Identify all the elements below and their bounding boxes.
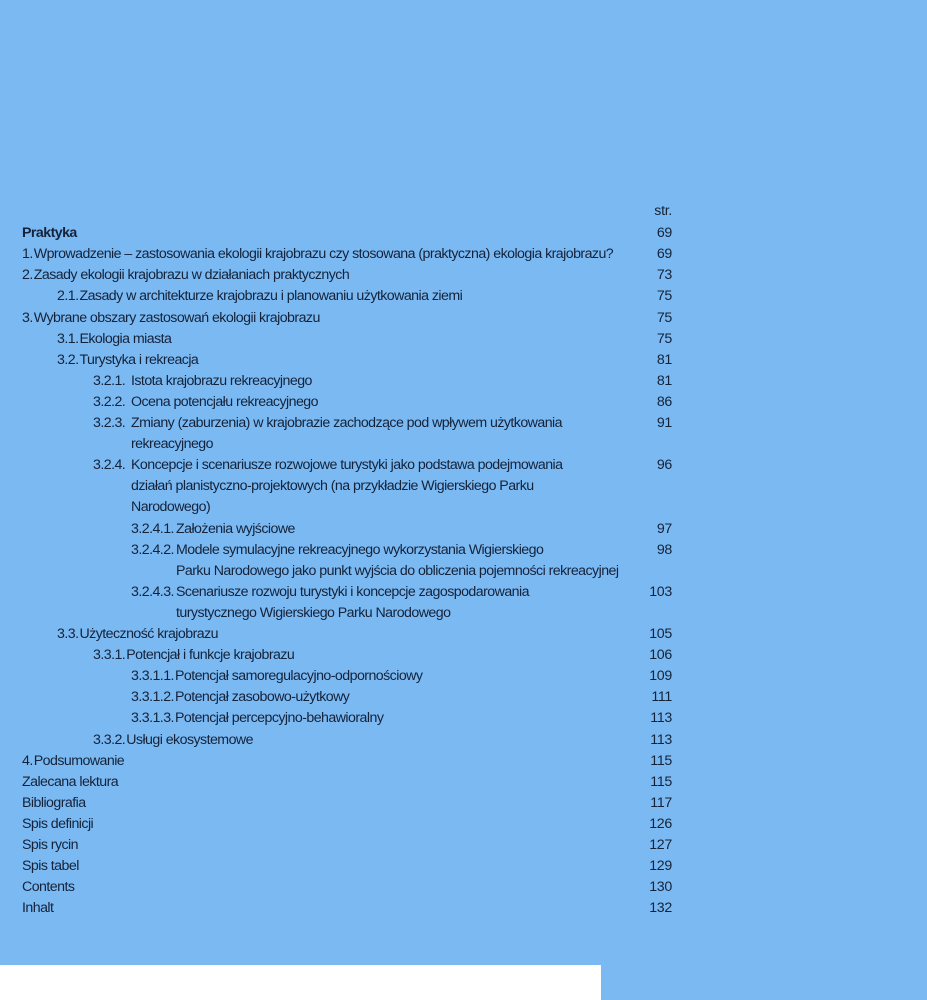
toc-entry-text: Turystyka i rekreacja (79, 351, 199, 368)
toc-entry-title (22, 772, 118, 793)
white-margin-strip (0, 965, 601, 1000)
toc-entry-title (22, 877, 74, 898)
toc-entry-text: Istota krajobrazu rekreacyjnego (131, 372, 312, 389)
toc-entry-page: 115 (650, 752, 672, 769)
toc-entry-page: 75 (656, 330, 672, 347)
toc-entry-title (93, 730, 253, 751)
toc-entry-page: 81 (656, 351, 672, 368)
toc-entry-number: 3.3.1.2. (131, 689, 174, 706)
toc-entry-title-continuation: Narodowego) (131, 499, 211, 516)
toc-entry-text: Podsumowanie (33, 752, 125, 769)
toc-entry-text: Scenariusze rozwoju turystyki i koncepcje zagospodarowania (176, 583, 529, 600)
toc-entry-text: Potencjał i funkcje krajobrazu (126, 647, 295, 664)
toc-entry-text: Inhalt (22, 900, 54, 917)
toc-entry-title (131, 540, 543, 561)
toc-entry-text: Ocena potencjału rekreacyjnego (131, 393, 318, 410)
toc-entry-number: 3.3.2. (93, 731, 126, 748)
toc-entry-title-continuation: rekreacyjnego (131, 436, 213, 453)
toc-entry-text: Użyteczność krajobrazu (79, 626, 218, 642)
toc-entry-title (22, 793, 86, 814)
toc-entry-title (22, 814, 93, 835)
toc-entry-text: Modele symulacyjne rekreacyjnego wykorzystania Wigierskiego (176, 541, 544, 558)
toc-entry-text: Zalecana lektura (22, 773, 119, 790)
toc-entry-page: 96 (656, 457, 672, 474)
toc-entry-number: 3.2.4.3. (131, 583, 174, 600)
toc-entry-text: Zmiany (zaburzenia) w krajobrazie zachodzące pod wpływem użytkowania (131, 415, 562, 431)
toc-entry-title (93, 413, 562, 434)
toc-entry-title (22, 898, 53, 919)
toc-entry-title-continuation: turystycznego Wigierskiego Parku Narodowego (176, 604, 451, 621)
toc-entry-page: 75 (656, 288, 672, 305)
toc-entry-title (22, 856, 79, 877)
toc-entry-number: 4. (22, 752, 33, 769)
toc-entry-text: Zasady ekologii krajobrazu w działaniach praktycznych (33, 267, 350, 284)
toc-entry-number: 3.3. (57, 626, 79, 642)
toc-entry-text: Potencjał samoregulacyjno-odpornościowy (174, 668, 423, 685)
toc-entry-title-continuation: Parku Narodowego jako punkt wyjścia do obliczenia pojemności rekreacyjnej (176, 562, 619, 579)
toc-entry-number: 3.1. (57, 330, 79, 347)
toc-entry-title (22, 223, 77, 244)
toc-entry-page: 115 (650, 773, 672, 790)
toc-entry-page: 126 (649, 815, 672, 832)
toc-entry-page: 73 (656, 267, 672, 284)
toc-entry-text: Koncepcje i scenariusze rozwojowe turystyki jako podstawa podejmowania (131, 457, 563, 474)
toc-entry-number: 3.2.4. (93, 457, 126, 474)
toc-entry-text: Ekologia miasta (79, 330, 172, 347)
toc-entry-page: 106 (649, 647, 672, 664)
toc-entry-title (93, 455, 563, 476)
toc-entry-text: Założenia wyjściowe (176, 520, 295, 537)
toc-entry-title (57, 329, 171, 350)
toc-entry-number: 1. (22, 246, 33, 263)
toc-entry-number: 2.1. (57, 288, 79, 305)
toc-entry-number: 2. (22, 267, 33, 284)
page-column-label: str. (654, 203, 672, 219)
toc-entry-number: 3.2.4.1. (131, 520, 174, 537)
toc-entry-title (57, 350, 198, 371)
toc-entry-page: 130 (649, 879, 672, 896)
toc-entry-text: Usługi ekosystemowe (126, 731, 253, 748)
toc-entry-number: 3.2.2. (93, 393, 126, 410)
toc-entry-page: 132 (649, 900, 672, 917)
toc-entry-page: 69 (656, 246, 672, 263)
toc-entry-title (22, 265, 349, 286)
toc-entry-title (93, 645, 294, 666)
toc-entry-text: Spis tabel (22, 858, 79, 875)
toc-entry-text: Praktyka (22, 225, 77, 242)
toc-entry-page: 69 (656, 225, 672, 242)
toc-entry-page: 109 (649, 668, 672, 685)
toc-entry-page: 113 (650, 710, 672, 727)
toc-entry-page: 113 (650, 731, 672, 748)
toc-entry-page: 81 (656, 372, 672, 389)
toc-entry-page: 86 (656, 393, 672, 410)
toc-entry-text: Potencjał percepcyjno-behawioralny (174, 710, 384, 727)
toc-entry-text: Contents (22, 879, 75, 896)
toc-entry-title (93, 371, 312, 392)
toc-entry-text: Potencjał zasobowo-użytkowy (174, 689, 350, 706)
toc-entry-page: 105 (649, 626, 672, 642)
toc-entry-number: 3. (22, 309, 33, 326)
toc-entry-page: 75 (656, 309, 672, 326)
toc-entry-page: 129 (649, 858, 672, 875)
toc-entry-number: 3.3.1. (93, 647, 126, 664)
toc-entry-number: 3.2. (57, 351, 79, 368)
toc-entry-text: Wprowadzenie – zastosowania ekologii krajobrazu czy stosowana (praktyczna) ekologia krajobrazu? (33, 246, 614, 263)
toc-entry-title (22, 835, 78, 856)
toc-entry-text: Zasady w architekturze krajobrazu i planowaniu użytkowania ziemi (79, 288, 463, 305)
toc-entry-title (22, 751, 124, 772)
toc-entry-page: 97 (656, 520, 672, 537)
toc-entry-page: 91 (656, 415, 672, 431)
toc-entry-title (22, 244, 613, 265)
toc-entry-title (131, 708, 383, 729)
toc-entry-text: Bibliografia (22, 794, 86, 811)
toc-entry-title (131, 582, 529, 603)
toc-entry-page: 98 (656, 541, 672, 558)
toc-entry-title (131, 687, 349, 708)
toc-entry-page: 111 (651, 689, 672, 706)
toc-entry-number: 3.3.1.1. (131, 668, 174, 685)
toc-entry-number: 3.3.1.3. (131, 710, 174, 727)
toc-entry-page: 117 (650, 794, 672, 811)
toc-entry-text: Spis rycin (22, 837, 78, 853)
toc-entry-number: 3.2.4.2. (131, 541, 174, 558)
toc-entry-page: 127 (649, 837, 672, 853)
toc-entry-number: 3.2.1. (93, 372, 126, 389)
toc-entry-title (131, 666, 422, 687)
toc-entry-text: Spis definicji (22, 815, 94, 832)
toc-entry-page: 103 (649, 583, 672, 600)
toc-entry-title (131, 519, 295, 540)
toc-entry-title (57, 286, 462, 307)
toc-entry-text: Wybrane obszary zastosowań ekologii krajobrazu (33, 309, 320, 326)
toc-entry-title (57, 624, 218, 645)
toc-entry-title (22, 308, 320, 329)
toc-entry-title-continuation: działań planistyczno-projektowych (na przykładzie Wigierskiego Parku (131, 478, 534, 495)
toc-entry-number: 3.2.3. (93, 415, 126, 431)
toc-entry-title (93, 392, 318, 413)
